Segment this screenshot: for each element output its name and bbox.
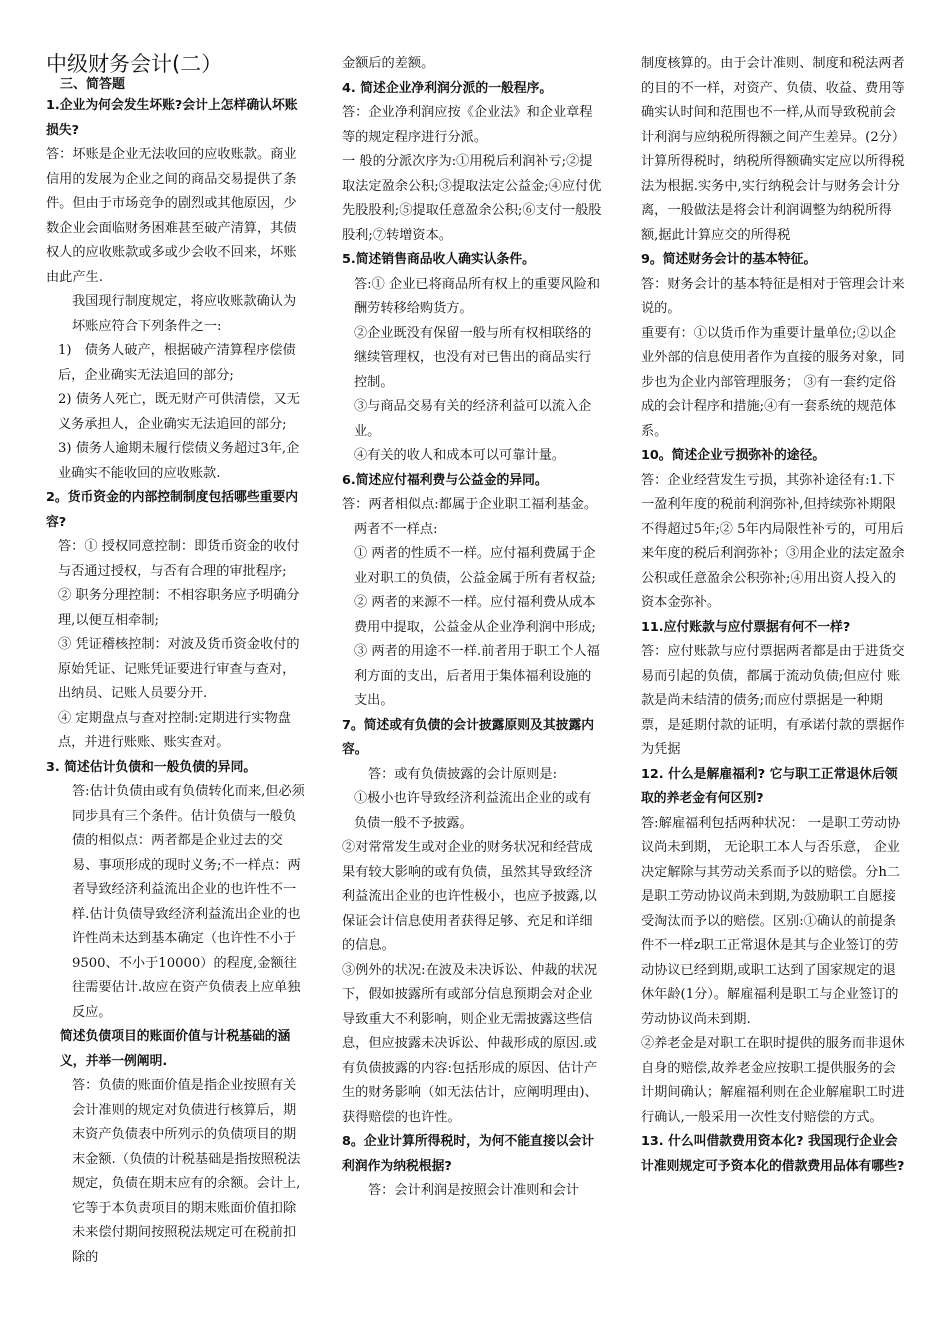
answer-paragraph: 答：会计利润是按照会计准则和会计 bbox=[368, 1183, 579, 1198]
answer-paragraph: ③例外的状况:在波及未决诉讼、仲裁的状况下，假如披露所有或部分信息预期会对企业导致重大不利影响，则企业无需披露这些信息，但应披露未决诉讼、仲裁形成的原因.或有负债披露的内容:包括形成的原因、估计产生的财务影响（如无法估计，应阐明理由)、获得赔偿的也许性。 bbox=[342, 962, 598, 1125]
answer-paragraph: 答：坏账是企业无法收回的应收账款。商业信用的发展为企业之间的商品交易提供了条件。但由于市场竞争的剧烈或其他原因，少数企业会面临财务困难甚至破产清算，其债权人的应收账款或多或少会收不回来，坏账由此产生. bbox=[46, 147, 297, 285]
question-heading: 13. 什么叫借款费用资本化? 我国现行企业会计准则规定可予资本化的借款费用品体有哪些? bbox=[641, 1134, 905, 1174]
answer-list-item: 2) 债务人死亡，既无财产可供清偿，又无义务承担人，企业确实无法追回的部分; bbox=[58, 392, 300, 432]
answer-paragraph: 答：企业经营发生亏损，其弥补途径有:1.下一盈利年度的税前利润弥补,但持续弥补期限不得超过5年;② 5年内局限性补亏的，可用后来年度的税后利润弥补；③用企业的法定盈余公积或任意盈余公积弥补;④用出资人投入的资本金弥补。 bbox=[641, 472, 905, 610]
question-heading: 4. 简述企业净利润分派的一般程序。 bbox=[342, 80, 553, 96]
answer-list-item: 3) 债务人逾期未履行偿债义务超过3年,企业确实不能收回的应收账款. bbox=[58, 441, 300, 481]
section-heading: 三、简答题 bbox=[60, 77, 126, 92]
question-heading: 12. 什么是解雇福利? 它与职工正常退休后领取的养老金有何区别? bbox=[641, 766, 898, 806]
answer-paragraph: 答:解雇福利包括两种状况： 一是职工劳动协议尚未到期， 无论职工本人与否乐意， 企业决定解除与其劳动关系而予以的赔偿。分h二是职工劳动协议尚未到期,为鼓励职工自愿接受淘汰而予以的赔偿。区别:①确认的前提条件不一样z职工正常退休是其与企业签订的劳动协议已经到期,或职工达到了国家规定的退休年龄(1分）。解雇福利是职工与企业签订的劳动协议尚未到期. bbox=[641, 815, 901, 1027]
answer-list-item: 答：① 授权同意控制：即货币资金的收付与否通过授权，与否有合理的审批程序; bbox=[58, 539, 300, 579]
answer-paragraph: 答：应付账款与应付票据两者都是由于进货交易而引起的负债，都属于流动负债;但应付 账款是尚未结清的债务;而应付票据是一种期票，是延期付款的证明，有承诺付款的票据作为凭据 bbox=[641, 644, 905, 757]
question-heading: 6.简述应付福利费与公益金的异同。 bbox=[342, 472, 548, 488]
question-heading: 简述负债项目的账面价值与计税基础的涵义，并举一例阐明. bbox=[60, 1029, 291, 1069]
answer-paragraph: 答:估计负债由或有负债转化而来,但必须同步具有三个条件。估计负债与一般负债的相似点：两者都是企业过去的交易、事项形成的现时义务;不一样点：两者导致经济利益流出企业的也许性不一样.估计负债导致经济利益流出企业的也许性尚未达到基本确定（也许性不小于9500、不小于10000）的程度,金额往往需要估计.故应在资产负债表上应单独反应。 bbox=[72, 784, 305, 1020]
column-right bbox=[641, 52, 907, 1179]
page-title: 中级财务会计(二） bbox=[46, 52, 223, 76]
answer-list-item: ② 两者的来源不一样。应付福利费从成本费用中提取，公益金从企业净利润中形成; bbox=[354, 595, 596, 635]
answer-paragraph: 重要有：①以货币作为重要计量单位;②以企业外部的信息使用者作为直接的服务对象，同步也为企业内部管理服务； ③有一套约定俗成的会计程序和措施;④有一套系统的规范体系。 bbox=[641, 325, 905, 439]
answer-list-item: ③ 两者的用途不一样.前者用于职工个人福利方面的支出，后者用于集体福利设施的支出。 bbox=[354, 644, 600, 708]
answer-list-item: ① 两者的性质不一样。应付福利费属于企业对职工的负债，公益金属于所有者权益; bbox=[354, 546, 596, 586]
answer-paragraph: ②养老金是对职工在职时提供的服务而非退休自身的赔偿,故养老金应按职工提供服务的会计期间确认；解雇福利则在企业解雇职工时进行确认,一般采用一次性支付赔偿的方式。 bbox=[641, 1036, 905, 1125]
answer-list-item: ④有关的收人和成本可以可靠计量。 bbox=[354, 448, 565, 463]
column-left bbox=[46, 52, 308, 1270]
answer-paragraph: 一 般的分派次序为:①用税后利润补亏;②提取法定盈余公积;③提取法定公益金;④应付优先股股利;⑤提取任意盈余公积;⑥支付一般股股利;⑦转增资本。 bbox=[342, 154, 602, 243]
answer-paragraph: 答：财务会计的基本特征是相对于管理会计来说的。 bbox=[641, 276, 905, 316]
answer-paragraph: 答：或有负债披露的会计原则是: bbox=[368, 766, 558, 782]
answer-paragraph: 答：负债的账面价值是指企业按照有关会计准则的规定对负债进行核算后，期末资产负债表中所列示的负债项目的期末金额.（负债的计税基础是指按照税法规定，负债在期末应有的余额。会计上,它等于本负责项目的期末账面价值扣除未来偿付期间按照税法规定可在税前扣除的 bbox=[72, 1078, 301, 1265]
answer-paragraph: 我国现行制度规定，将应收账款确认为坏账应符合下列条件之一: bbox=[72, 294, 297, 334]
answer-list-item: 两者不一样点: bbox=[354, 521, 438, 537]
answer-paragraph: 制度核算的。由于会计准则、制度和税法两者的目的不一样，对资产、负债、收益、费用等确实认时间和范围也不一样,从而导致税前会计利润与应纳税所得额之间产生差异。(2分）计算所得税时，纳税所得额确实定应以所得税法为根据.实务中,实行纳税会计与财务会计分离，一般做法是将会计利润调整为纳税所得额,据此计算应交的所得税 bbox=[641, 56, 906, 243]
question-heading: 11.应付账款与应付票据有何不一样? bbox=[641, 619, 851, 635]
question-heading: 7。简述或有负债的会计披露原则及其披露内容。 bbox=[342, 717, 595, 757]
answer-list-item: ②企业既没有保留一般与所有权相联络的继续管理权，也没有对已售出的商品实行控制。 bbox=[354, 325, 592, 390]
answer-paragraph: 金额后的差额。 bbox=[342, 56, 435, 71]
answer-paragraph: 答：两者相似点:都属于企业职工福利基金。 bbox=[342, 497, 598, 512]
question-heading: 10。简述企业亏损弥补的途径。 bbox=[641, 448, 826, 463]
question-heading: 5.简述销售商品收人确实认条件。 bbox=[342, 252, 535, 267]
question-heading: 2。货币资金的内部控制制度包括哪些重要内容? bbox=[46, 490, 299, 530]
answer-list-item: ② 职务分理控制：不相容职务应予明确分理,以便互相牵制; bbox=[58, 588, 300, 628]
question-heading: 3. 简述估计负债和一般负债的异同。 bbox=[46, 759, 257, 775]
question-heading: 8。企业计算所得税时，为何不能直接以会计利润作为纳税根据? bbox=[342, 1134, 595, 1174]
column-middle bbox=[342, 52, 604, 1204]
answer-list-item: ③ 凭证稽核控制：对波及货币资金收付的原始凭证、记账凭证要进行审查与查对，出纳员、记账人员要分开. bbox=[58, 637, 300, 701]
answer-paragraph: 答：企业净利润应按《企业法》和企业章程等的规定程序进行分派。 bbox=[342, 105, 593, 145]
question-heading: 9。简述财务会计的基本特征。 bbox=[641, 252, 817, 267]
answer-list-item: ④ 定期盘点与查对控制:定期进行实物盘点，并进行账账、账实查对。 bbox=[58, 710, 291, 750]
question-heading: 1.企业为何会发生坏账?会计上怎样确认坏账损失? bbox=[46, 98, 298, 138]
answer-list-item: 1) 债务人破产，根据破产清算程序偿债后，企业确实无法追回的部分; bbox=[58, 343, 296, 383]
answer-list-item: 答:① 企业已将商品所有权上的重要风险和酬劳转移给购货方。 bbox=[354, 276, 601, 316]
answer-list-item: ①极小也许导致经济利益流出企业的或有负债一般不予披露。 bbox=[354, 791, 592, 831]
answer-list-item: ③与商品交易有关的经济利益可以流入企业。 bbox=[354, 399, 592, 439]
answer-paragraph: ②对常常发生或对企业的财务状况和经营成果有较大影响的或有负债，虽然其导致经济利益流出企业的也许性极小，也应予披露,以保证会计信息使用者获得足够、充足和详细的信息。 bbox=[342, 840, 597, 953]
